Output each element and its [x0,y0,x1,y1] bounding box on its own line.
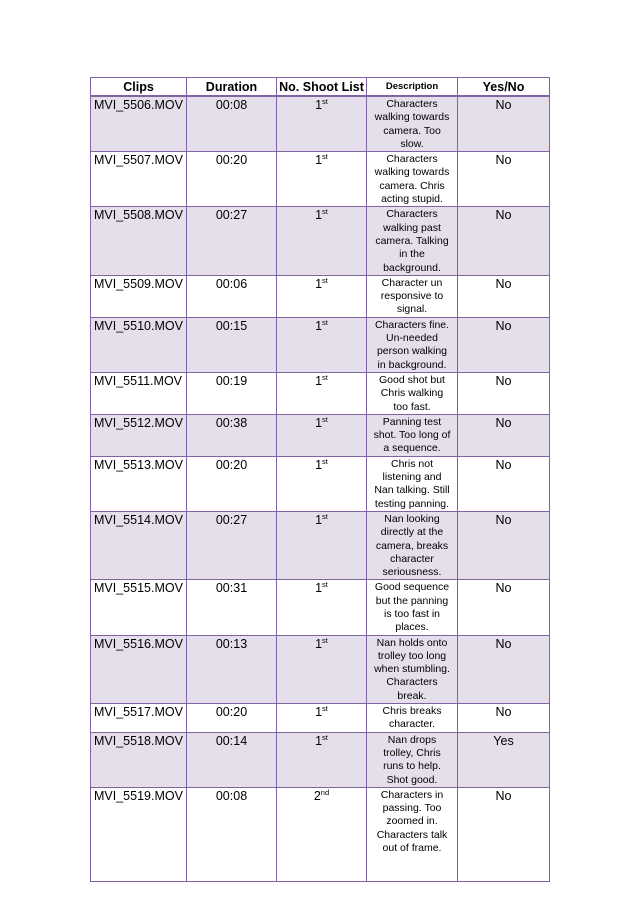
shoot-number: 1 [315,415,323,430]
shoot-ordinal-suffix: st [322,275,328,285]
duration-cell: 00:15 [187,317,277,372]
table-row [91,275,550,317]
yes-no-cell: Yes [458,732,550,787]
duration-cell: 00:08 [187,787,277,881]
shoot-list-cell [277,275,367,317]
shoot-list-cell [277,580,367,635]
shoot-list-cell [277,704,367,733]
clip-cell: MVI_5515.MOV [91,580,187,635]
shoot-number: 1 [315,512,323,527]
description-cell: Characters walking past camera. Talking in the background. [367,207,458,275]
shoot-number: 1 [315,208,323,223]
shoot-list-cell [277,317,367,372]
yes-no-cell: No [458,372,550,414]
duration-header: Duration [187,78,277,97]
clip-cell: MVI_5518.MOV [91,732,187,787]
yes-no-cell: No [458,511,550,579]
yes-no-cell: No [458,317,550,372]
table-row [91,580,550,635]
shoot-ordinal-suffix: st [322,372,328,382]
table-row [91,732,550,787]
yes-no-cell: No [458,787,550,881]
shoot-list-cell [277,152,367,207]
yes-no-cell: No [458,704,550,733]
shoot-list-cell [277,456,367,511]
shoot-list-cell [277,787,367,881]
description-cell: Characters walking towards camera. Too slow. [367,96,458,152]
table-row [91,511,550,579]
table-row [91,152,550,207]
shoot-list-cell [277,372,367,414]
duration-cell: 00:13 [187,635,277,703]
duration-cell: 00:20 [187,456,277,511]
shoot-ordinal-suffix: st [322,152,328,162]
clip-cell: MVI_5516.MOV [91,635,187,703]
duration-cell: 00:19 [187,372,277,414]
shoot-list-cell [277,511,367,579]
shoot-ordinal-suffix: st [322,456,328,466]
clip-cell: MVI_5509.MOV [91,275,187,317]
shoot-ordinal-suffix: nd [320,787,330,797]
table-row [91,456,550,511]
duration-cell: 00:20 [187,152,277,207]
yes-no-cell: No [458,635,550,703]
table-row [91,787,550,881]
clip-cell: MVI_5511.MOV [91,372,187,414]
shoot-ordinal-suffix: st [322,704,328,714]
table-body [91,96,550,881]
clip-cell: MVI_5508.MOV [91,207,187,275]
shoot-list-cell [277,635,367,703]
yes-no-cell: No [458,414,550,456]
description-cell: Characters in passing. Too zoomed in. Characters talk out of frame. [367,787,458,881]
description-header: Description [367,78,458,97]
shot-log-table [90,77,550,882]
clip-cell: MVI_5506.MOV [91,96,187,152]
duration-cell: 00:27 [187,511,277,579]
shoot-ordinal-suffix: st [322,511,328,521]
duration-cell: 00:27 [187,207,277,275]
description-cell: Characters fine. Un-needed person walking in background. [367,317,458,372]
table-row [91,414,550,456]
shoot-number: 1 [315,318,323,333]
description-cell: Good shot but Chris walking too fast. [367,372,458,414]
yes-no-cell: No [458,275,550,317]
yes-no-header: Yes/No [458,78,550,97]
clip-cell: MVI_5513.MOV [91,456,187,511]
shoot-number: 1 [315,153,323,168]
shoot-number: 1 [315,705,323,720]
shoot-list-cell [277,207,367,275]
duration-cell: 00:08 [187,96,277,152]
duration-cell: 00:31 [187,580,277,635]
yes-no-cell: No [458,456,550,511]
shoot-number: 1 [315,457,323,472]
shoot-list-header: No. Shoot List [277,78,367,97]
duration-cell: 00:14 [187,732,277,787]
description-cell: Panning test shot. Too long of a sequence. [367,414,458,456]
yes-no-cell: No [458,207,550,275]
clip-cell: MVI_5507.MOV [91,152,187,207]
table-row [91,96,550,152]
table-row [91,372,550,414]
shoot-ordinal-suffix: st [322,580,328,590]
clip-cell: MVI_5514.MOV [91,511,187,579]
shoot-number: 1 [315,636,323,651]
shoot-ordinal-suffix: st [322,635,328,645]
clip-cell: MVI_5519.MOV [91,787,187,881]
shoot-ordinal-suffix: st [322,414,328,424]
yes-no-cell: No [458,580,550,635]
shoot-number: 1 [315,581,323,596]
shoot-number: 1 [315,98,323,112]
clip-cell: MVI_5510.MOV [91,317,187,372]
clip-cell: MVI_5517.MOV [91,704,187,733]
header-row [91,78,550,97]
table-row [91,317,550,372]
shoot-number: 1 [315,373,323,388]
shoot-list-cell [277,96,367,152]
description-cell: Characters walking towards camera. Chris acting stupid. [367,152,458,207]
shoot-number: 1 [315,276,323,291]
shoot-number: 2 [313,788,321,803]
table-row [91,207,550,275]
description-cell: Nan holds onto trolley too long when stumbling. Characters break. [367,635,458,703]
table-row [91,635,550,703]
shoot-ordinal-suffix: st [322,317,328,327]
table-row [91,704,550,733]
description-cell: Chris not listening and Nan talking. Still testing panning. [367,456,458,511]
description-cell: Character un responsive to signal. [367,275,458,317]
duration-cell: 00:20 [187,704,277,733]
shoot-list-cell [277,414,367,456]
yes-no-cell: No [458,96,550,152]
duration-cell: 00:38 [187,414,277,456]
clips-header: Clips [91,78,187,97]
shoot-list-cell [277,732,367,787]
description-cell: Good sequence but the panning is too fast in places. [367,580,458,635]
description-cell: Nan looking directly at the camera, breaks character seriousness. [367,511,458,579]
shoot-ordinal-suffix: st [322,97,328,106]
clip-cell: MVI_5512.MOV [91,414,187,456]
shoot-ordinal-suffix: st [322,207,328,217]
shoot-number: 1 [315,733,323,748]
duration-cell: 00:06 [187,275,277,317]
yes-no-cell: No [458,152,550,207]
description-cell: Nan drops trolley, Chris runs to help. Shot good. [367,732,458,787]
shoot-ordinal-suffix: st [322,732,328,742]
description-cell: Chris breaks character. [367,704,458,733]
